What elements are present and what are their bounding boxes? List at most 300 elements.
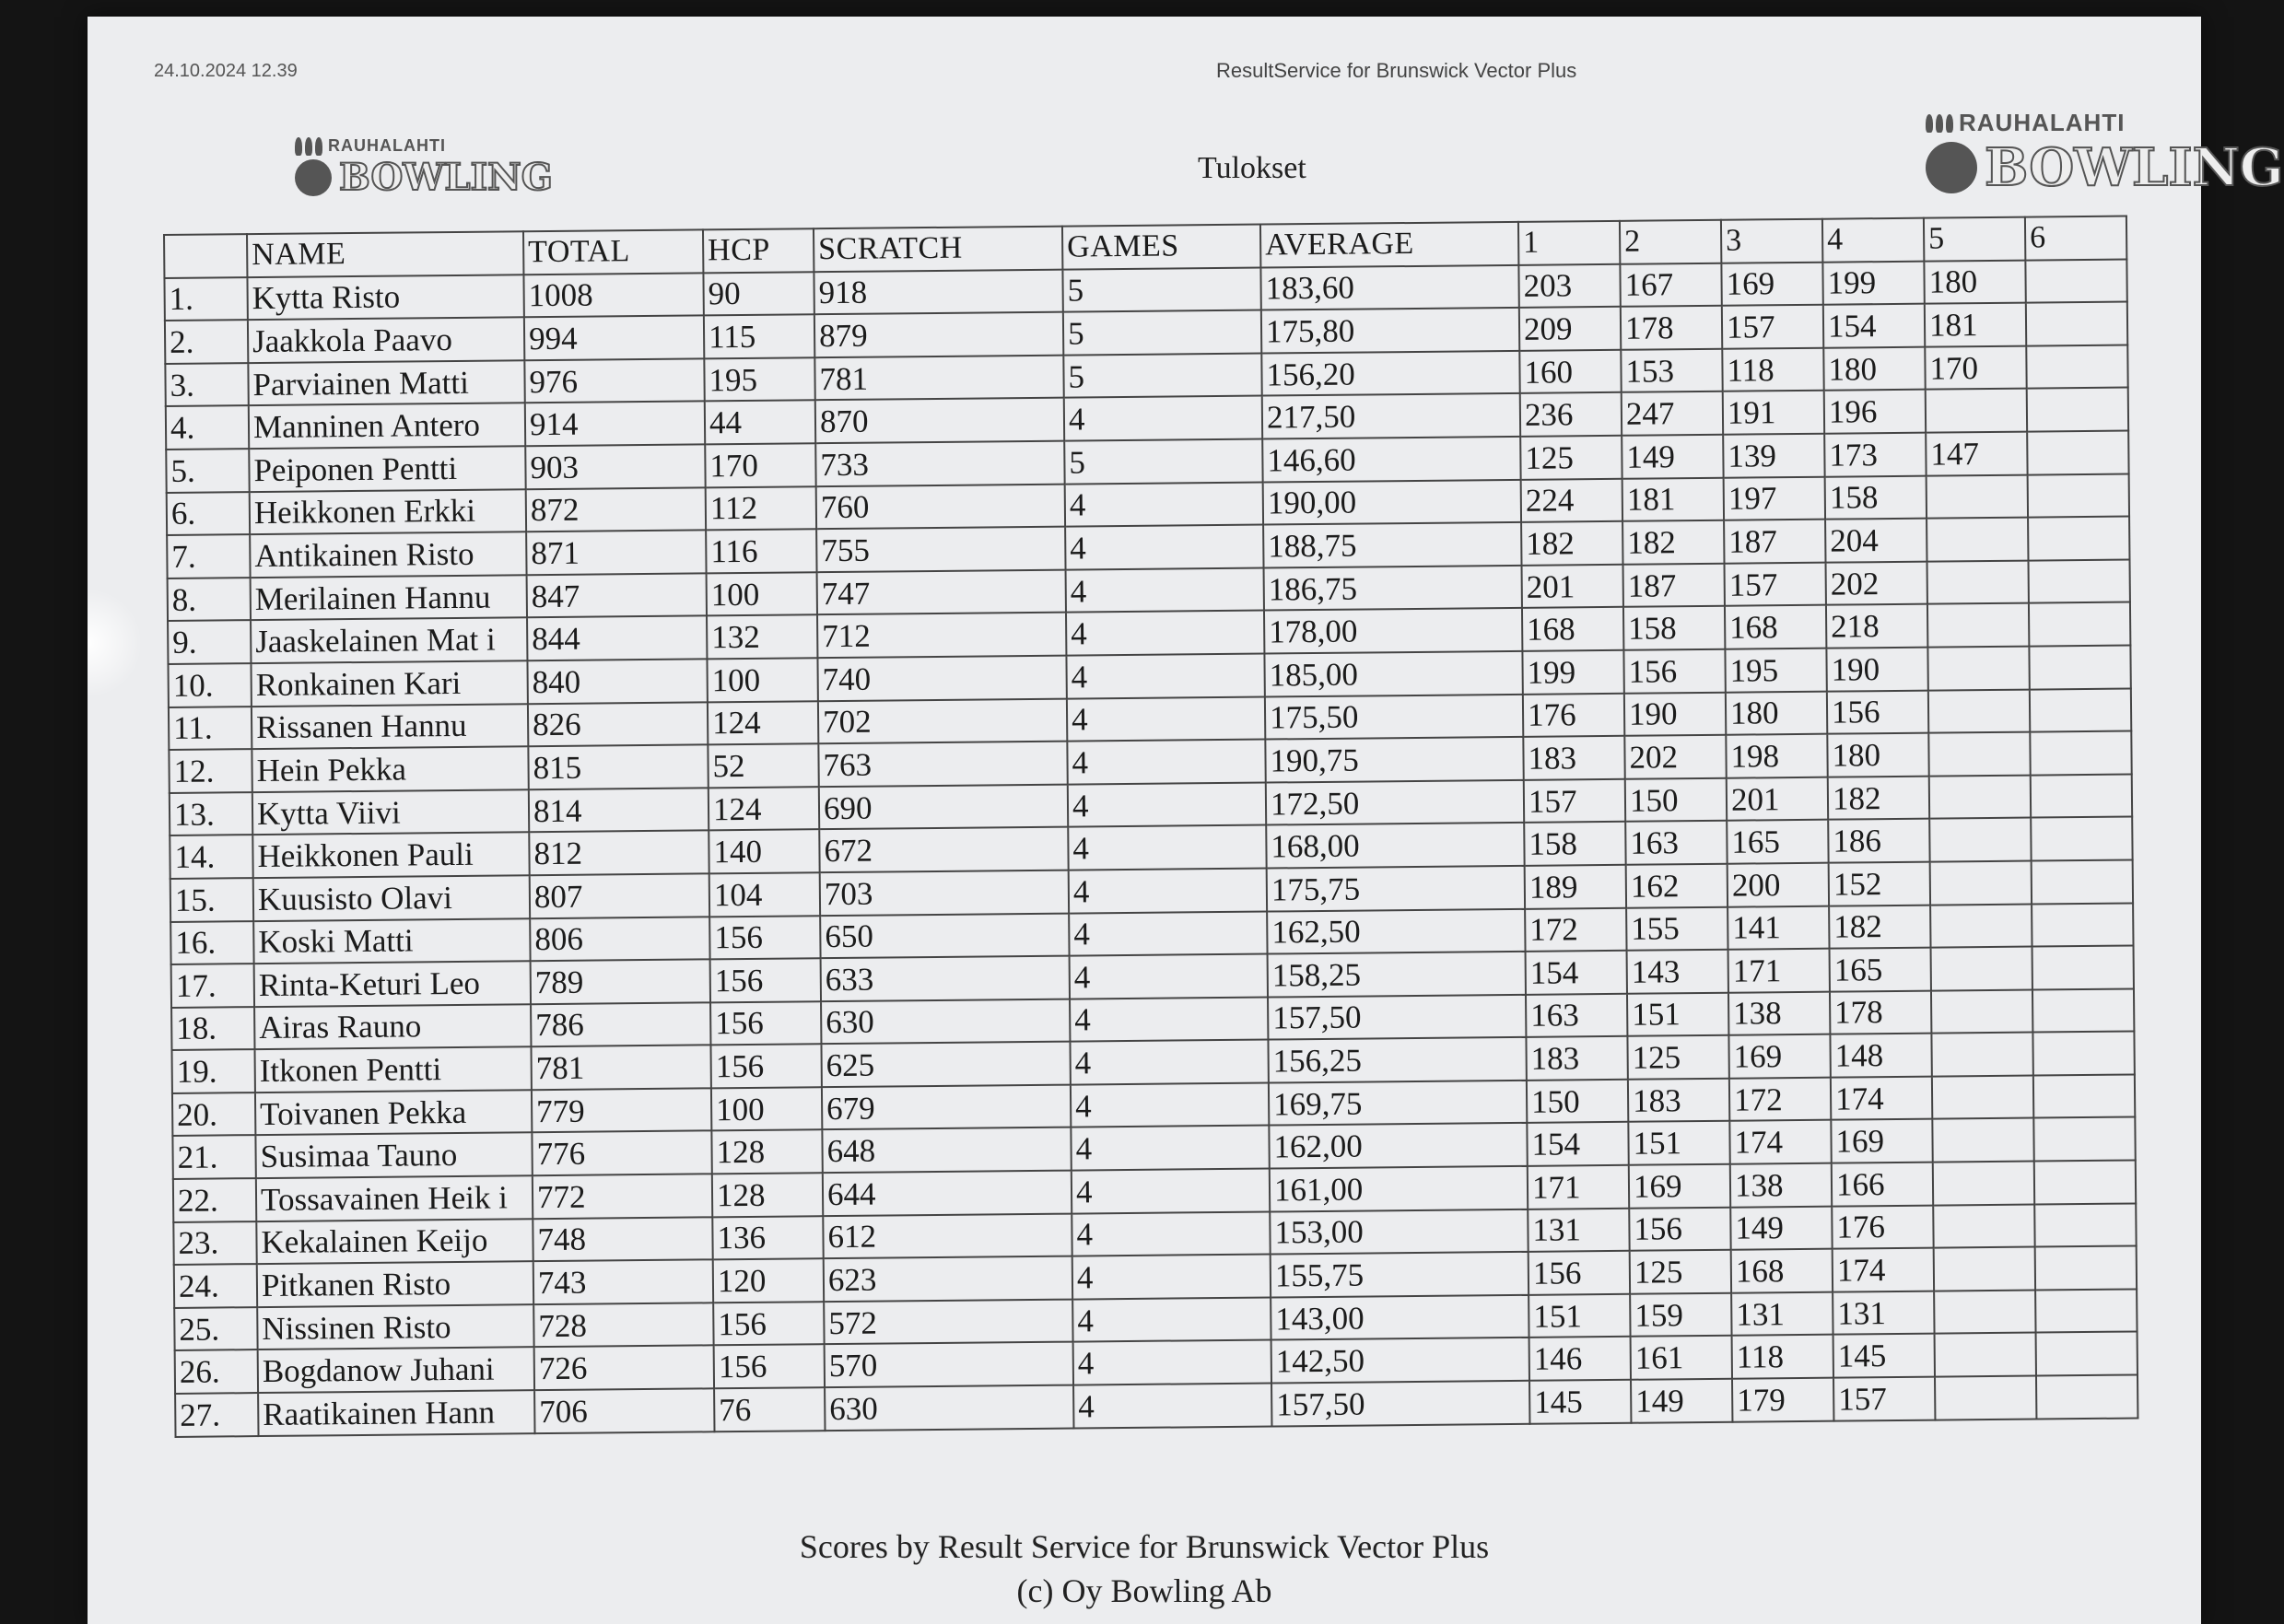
cell-g1: 168 [1522, 607, 1623, 651]
cell-scratch: 763 [818, 742, 1067, 787]
cell-g4: 202 [1826, 561, 1927, 605]
footer-copyright: (c) Oy Bowling Ab [1016, 1572, 1272, 1609]
cell-g4: 180 [1823, 346, 1925, 391]
cell-games: 4 [1071, 1082, 1269, 1127]
cell-g4: 176 [1832, 1205, 1933, 1249]
cell-g1: 125 [1520, 436, 1622, 480]
cell-scratch: 740 [817, 656, 1066, 701]
cell-g1: 163 [1526, 993, 1627, 1037]
logo-top-text: RAUHALAHTI [1959, 109, 2126, 136]
cell-g5 [1934, 1247, 2035, 1291]
cell-g5 [1928, 689, 2030, 733]
cell-g1: 182 [1521, 521, 1622, 566]
col-header-game-5: 5 [1924, 217, 2025, 262]
cell-g5: 181 [1925, 303, 2026, 347]
cell-g2: 169 [1629, 1164, 1730, 1209]
cell-name: Airas Rauno [254, 1004, 531, 1049]
cell-scratch: 760 [816, 484, 1065, 529]
cell-g4: 180 [1827, 733, 1928, 777]
cell-g6 [2028, 559, 2129, 603]
cell-rank: 24. [174, 1264, 257, 1307]
cell-average: 146,60 [1262, 437, 1520, 482]
cell-scratch: 755 [816, 527, 1065, 572]
cell-total: 772 [533, 1174, 712, 1218]
cell-games: 4 [1069, 868, 1267, 913]
cell-g1: 236 [1520, 392, 1622, 437]
cell-name: Ronkainen Kari [251, 660, 527, 706]
cell-total: 840 [527, 659, 707, 703]
cell-scratch: 672 [819, 827, 1068, 872]
cell-g1: 154 [1527, 1122, 1628, 1166]
cell-g6 [2032, 903, 2133, 947]
cell-g6 [2032, 946, 2134, 990]
cell-g5 [1930, 860, 2032, 905]
cell-rank: 11. [169, 707, 252, 750]
cell-games: 5 [1064, 439, 1262, 485]
cell-scratch: 630 [825, 1385, 1073, 1431]
page-title: Tulokset [1198, 151, 1306, 185]
cell-name: Nissinen Risto [257, 1304, 533, 1349]
light-glare [88, 588, 143, 698]
cell-g3: 172 [1729, 1078, 1831, 1122]
cell-hcp: 100 [707, 572, 817, 616]
cell-name: Bogdanow Juhani [258, 1348, 534, 1393]
cell-hcp: 100 [711, 1087, 822, 1131]
cell-g3: 174 [1729, 1120, 1831, 1164]
cell-average: 186,75 [1264, 566, 1522, 611]
cell-g6 [2033, 1117, 2135, 1162]
cell-g1: 189 [1525, 865, 1626, 909]
cell-g5 [1931, 947, 2032, 991]
cell-rank: 6. [167, 492, 250, 535]
cell-average: 175,80 [1261, 308, 1519, 353]
cell-total: 779 [532, 1088, 711, 1132]
cell-games: 4 [1072, 1211, 1270, 1256]
cell-rank: 1. [164, 277, 247, 321]
cell-average: 175,75 [1267, 866, 1525, 911]
cell-g2: 187 [1623, 564, 1725, 608]
cell-scratch: 702 [818, 698, 1067, 743]
cell-g3: 139 [1723, 434, 1824, 478]
cell-g1: 151 [1529, 1294, 1630, 1338]
bowling-pins-icon [1926, 114, 1953, 133]
cell-games: 4 [1064, 396, 1262, 441]
cell-g3: 171 [1728, 949, 1830, 993]
cell-g3: 165 [1727, 820, 1828, 864]
cell-average: 156,25 [1268, 1037, 1526, 1082]
cell-rank: 5. [166, 449, 249, 492]
cell-scratch: 918 [814, 269, 1062, 314]
cell-g3: 195 [1725, 648, 1826, 693]
cell-average: 178,00 [1264, 608, 1522, 653]
cell-g2: 151 [1628, 1121, 1729, 1165]
cell-scratch: 781 [814, 355, 1063, 400]
cell-g2: 156 [1623, 649, 1725, 694]
cell-g2: 158 [1623, 606, 1725, 650]
col-header-average: AVERAGE [1260, 222, 1518, 267]
cell-total: 748 [533, 1217, 712, 1261]
print-datetime: 24.10.2024 12.39 [154, 61, 298, 81]
cell-average: 169,75 [1269, 1081, 1527, 1126]
cell-g3: 168 [1725, 605, 1826, 649]
cell-g3: 138 [1730, 1163, 1832, 1208]
cell-g5 [1934, 1290, 2035, 1334]
cell-g5 [1935, 1376, 2036, 1420]
cell-name: Merilainen Hannu [251, 575, 527, 620]
cell-g5: 147 [1926, 432, 2027, 476]
cell-g3: 179 [1732, 1378, 1833, 1422]
cell-total: 776 [532, 1131, 711, 1175]
cell-g6 [2029, 645, 2130, 689]
col-header-game-2: 2 [1620, 220, 1721, 264]
cell-g3: 169 [1728, 1034, 1830, 1079]
cell-g1: 209 [1519, 307, 1621, 351]
cell-g3: 168 [1731, 1249, 1833, 1293]
cell-g2: 143 [1627, 950, 1728, 994]
cell-hcp: 44 [705, 401, 815, 445]
cell-g2: 178 [1621, 306, 1722, 350]
cell-games: 4 [1066, 611, 1264, 656]
footer-credit: Scores by Result Service for Brunswick Vector Plus [799, 1528, 1490, 1565]
cell-g5 [1933, 1204, 2034, 1248]
bowling-ball-icon [1926, 142, 1977, 193]
cell-g6 [2032, 988, 2134, 1033]
cell-name: Rissanen Hannu [252, 704, 528, 749]
cell-games: 4 [1073, 1340, 1271, 1385]
cell-total: 903 [525, 444, 705, 488]
cell-hcp: 104 [709, 872, 820, 917]
cell-name: Heikkonen Pauli [252, 833, 529, 878]
cell-scratch: 733 [815, 441, 1064, 486]
cell-hcp: 156 [710, 1001, 821, 1046]
cell-total: 1008 [523, 273, 703, 317]
cell-total: 871 [526, 531, 706, 575]
cell-average: 156,20 [1261, 351, 1519, 396]
logo-left [295, 136, 553, 199]
cell-scratch: 612 [823, 1213, 1072, 1258]
cell-g5 [1932, 1118, 2033, 1163]
cell-g6 [2027, 431, 2128, 475]
cell-g1: 158 [1524, 822, 1625, 866]
cell-g2: 247 [1622, 391, 1723, 436]
cell-g4: 156 [1827, 690, 1928, 734]
cell-scratch: 572 [824, 1299, 1072, 1344]
cell-hcp: 170 [705, 443, 815, 487]
cell-name: Toivanen Pekka [255, 1090, 532, 1135]
cell-average: 162,00 [1269, 1123, 1527, 1168]
cell-g5 [1932, 1075, 2033, 1119]
cell-games: 4 [1069, 911, 1267, 956]
cell-g5: 180 [1924, 260, 2025, 304]
cell-total: 806 [530, 917, 709, 961]
cell-hcp: 140 [709, 830, 819, 874]
cell-scratch: 570 [825, 1342, 1073, 1387]
cell-games: 4 [1068, 782, 1266, 827]
cell-scratch: 633 [821, 956, 1070, 1001]
cell-games: 5 [1063, 310, 1261, 356]
col-header-games: GAMES [1062, 225, 1260, 270]
cell-name: Tossavainen Heik i [256, 1175, 533, 1221]
cell-g1: 183 [1526, 1036, 1627, 1081]
col-header-game-4: 4 [1822, 218, 1924, 263]
cell-g5 [1927, 647, 2029, 691]
cell-g4: 158 [1825, 475, 1927, 520]
logo-right [1926, 109, 2284, 198]
cell-games: 4 [1071, 1126, 1269, 1171]
cell-total: 815 [528, 744, 708, 789]
cell-games: 4 [1065, 525, 1263, 570]
cell-games: 4 [1073, 1384, 1271, 1429]
cell-total: 814 [529, 788, 709, 832]
cell-name: Kytta Risto [247, 275, 523, 320]
cell-g6 [2030, 731, 2131, 776]
cell-hcp: 156 [714, 1345, 825, 1389]
cell-average: 143,00 [1271, 1295, 1529, 1340]
cell-name: Antikainen Risto [250, 532, 526, 577]
cell-hcp: 112 [706, 486, 816, 531]
cell-g5 [1927, 518, 2028, 562]
cell-total: 976 [524, 358, 704, 403]
cell-g3: 138 [1728, 991, 1830, 1035]
cell-g5: 170 [1925, 345, 2026, 390]
cell-g1: 176 [1523, 693, 1624, 737]
cell-g2: 125 [1627, 1035, 1728, 1080]
cell-g1: 160 [1519, 350, 1621, 394]
cell-total: 847 [527, 573, 707, 617]
cell-games: 4 [1067, 740, 1265, 785]
cell-scratch: 623 [824, 1256, 1072, 1302]
cell-g4: 182 [1828, 776, 1929, 820]
cell-g6 [2034, 1161, 2136, 1205]
cell-g6 [2036, 1375, 2138, 1420]
cell-hcp: 100 [707, 658, 817, 702]
cell-g4: 169 [1831, 1119, 1932, 1163]
cell-g5 [1930, 904, 2032, 948]
cell-name: Kekalainen Keijo [256, 1219, 533, 1264]
cell-rank: 18. [171, 1007, 254, 1050]
service-header: ResultService for Brunswick Vector Plus [1216, 59, 1577, 82]
cell-g1: 154 [1526, 951, 1627, 995]
cell-g1: 150 [1527, 1080, 1628, 1124]
cell-total: 872 [526, 487, 706, 532]
cell-total: 807 [530, 873, 709, 917]
cell-average: 175,50 [1265, 694, 1523, 739]
cell-rank: 17. [171, 964, 254, 1007]
cell-rank: 14. [170, 835, 252, 878]
cell-g3: 131 [1731, 1292, 1833, 1337]
cell-g1: 183 [1523, 736, 1624, 780]
cell-g6 [2030, 688, 2131, 732]
cell-average: 157,50 [1271, 1381, 1529, 1426]
cell-g4: 218 [1826, 604, 1927, 648]
cell-g6 [2032, 859, 2133, 904]
cell-g2: 181 [1622, 477, 1724, 521]
cell-g3: 200 [1728, 863, 1829, 907]
cell-average: 155,75 [1271, 1252, 1529, 1297]
cell-g2: 149 [1622, 435, 1723, 479]
cell-g1: 171 [1528, 1165, 1629, 1209]
cell-average: 162,50 [1267, 908, 1525, 953]
cell-scratch: 870 [815, 398, 1064, 443]
cell-g6 [2032, 1032, 2134, 1076]
cell-g2: 125 [1630, 1250, 1731, 1294]
cell-g4: 204 [1825, 519, 1927, 563]
cell-scratch: 690 [819, 784, 1068, 829]
cell-g2: 161 [1631, 1336, 1732, 1380]
cell-games: 4 [1065, 482, 1263, 527]
cell-g2: 153 [1621, 349, 1722, 393]
cell-g6 [2028, 473, 2129, 518]
cell-games: 4 [1067, 696, 1265, 742]
cell-average: 190,75 [1265, 737, 1523, 782]
cell-g1: 131 [1528, 1208, 1629, 1252]
cell-average: 158,25 [1268, 952, 1526, 997]
cell-total: 844 [527, 616, 707, 660]
cell-g1: 172 [1525, 907, 1626, 952]
cell-g4: 145 [1833, 1334, 1935, 1378]
cell-g3: 149 [1730, 1206, 1832, 1250]
cell-scratch: 703 [820, 870, 1069, 916]
cell-g5 [1929, 775, 2031, 819]
cell-games: 4 [1070, 954, 1268, 999]
cell-hcp: 124 [708, 701, 818, 745]
cell-g4: 157 [1833, 1377, 1935, 1421]
cell-g5 [1929, 818, 2031, 862]
cell-total: 728 [533, 1303, 713, 1347]
cell-g2: 167 [1620, 263, 1721, 307]
cell-hcp: 120 [713, 1258, 824, 1303]
cell-hcp: 128 [712, 1173, 823, 1217]
cell-g4: 190 [1826, 648, 1927, 692]
cell-games: 4 [1066, 653, 1264, 698]
cell-g3: 197 [1724, 476, 1825, 520]
cell-g2: 156 [1629, 1207, 1730, 1251]
cell-g5 [1933, 1162, 2034, 1206]
cell-hcp: 195 [704, 357, 814, 402]
cell-g1: 199 [1522, 650, 1623, 695]
cell-g2: 202 [1624, 735, 1726, 779]
cell-g4: 174 [1833, 1248, 1934, 1292]
cell-g1: 146 [1529, 1337, 1631, 1381]
cell-rank: 21. [172, 1136, 255, 1179]
cell-g1: 156 [1529, 1251, 1630, 1295]
cell-g5 [1926, 389, 2027, 433]
cell-name: Itkonen Pentti [255, 1046, 532, 1092]
cell-hcp: 156 [713, 1302, 824, 1346]
cell-g2: 182 [1622, 520, 1724, 565]
cell-g6 [2036, 1332, 2138, 1376]
logo-bottom-text: BOWLING [1985, 137, 2284, 198]
cell-g6 [2033, 1074, 2135, 1118]
cell-g3: 157 [1722, 305, 1823, 349]
bowling-ball-icon [295, 159, 332, 196]
cell-g3: 191 [1723, 391, 1824, 435]
cell-rank: 10. [168, 663, 251, 707]
cell-g6 [2035, 1289, 2137, 1333]
cell-rank: 20. [172, 1092, 255, 1136]
cell-rank: 16. [170, 921, 253, 964]
cell-g3: 141 [1728, 905, 1829, 950]
cell-g4: 199 [1822, 261, 1924, 305]
cell-average: 185,00 [1264, 651, 1522, 696]
cell-g3: 180 [1726, 691, 1827, 735]
cell-g4: 131 [1833, 1291, 1934, 1335]
cell-games: 4 [1068, 825, 1266, 870]
cell-total: 726 [534, 1346, 714, 1390]
cell-hcp: 76 [714, 1387, 825, 1431]
cell-hcp: 128 [711, 1130, 822, 1174]
cell-rank: 3. [165, 363, 248, 406]
cell-name: Hein Pekka [252, 746, 528, 791]
cell-g4: 148 [1830, 1034, 1931, 1078]
cell-g1: 203 [1518, 263, 1620, 308]
cell-g2: 149 [1631, 1379, 1732, 1423]
cell-g6 [2026, 345, 2127, 389]
cell-g5 [1928, 732, 2030, 777]
cell-g4: 196 [1824, 390, 1926, 434]
cell-average: 217,50 [1262, 393, 1520, 438]
cell-average: 153,00 [1270, 1209, 1528, 1254]
cell-g2: 162 [1626, 864, 1728, 908]
cell-g2: 163 [1625, 821, 1727, 865]
cell-g6 [2026, 302, 2127, 346]
cell-g4: 166 [1832, 1163, 1933, 1207]
result-sheet [88, 17, 2284, 1624]
cell-total: 789 [531, 959, 710, 1003]
cell-g6 [2027, 388, 2128, 432]
cell-name: Jaakkola Paavo [248, 317, 524, 362]
cell-g6 [2029, 602, 2130, 647]
cell-name: Raatikainen Hann [258, 1390, 534, 1435]
col-header-rank [164, 234, 247, 277]
cell-g5 [1935, 1333, 2036, 1377]
cell-rank: 4. [166, 405, 249, 449]
cell-scratch: 625 [821, 1042, 1070, 1087]
cell-name: Rinta-Keturi Leo [254, 961, 531, 1006]
cell-average: 183,60 [1260, 264, 1518, 310]
cell-g6 [2028, 517, 2129, 561]
col-header-hcp: HCP [703, 228, 814, 273]
cell-rank: 7. [167, 534, 250, 578]
col-header-name: NAME [247, 231, 523, 276]
cell-games: 4 [1070, 997, 1268, 1042]
cell-hcp: 52 [708, 743, 818, 788]
cell-g1: 201 [1522, 565, 1623, 609]
cell-scratch: 679 [822, 1084, 1071, 1129]
cell-g6 [2035, 1246, 2137, 1291]
cell-g4: 152 [1829, 862, 1930, 906]
cell-games: 5 [1063, 353, 1261, 398]
cell-name: Jaaskelainen Mat i [251, 618, 527, 663]
col-header-scratch: SCRATCH [814, 227, 1062, 272]
bowling-pins-icon [295, 137, 322, 156]
cell-hcp: 124 [709, 787, 819, 831]
cell-rank: 13. [170, 792, 252, 835]
cell-g2: 151 [1627, 992, 1728, 1036]
cell-g2: 150 [1625, 777, 1727, 822]
cell-average: 188,75 [1263, 522, 1521, 567]
cell-g3: 201 [1727, 777, 1828, 821]
cell-rank: 8. [168, 578, 251, 621]
cell-name: Peiponen Pentti [249, 446, 525, 491]
cell-hcp: 116 [706, 529, 816, 573]
cell-g6 [2034, 1203, 2136, 1247]
col-header-game-3: 3 [1721, 219, 1822, 263]
cell-rank: 22. [173, 1178, 256, 1221]
cell-total: 812 [529, 831, 709, 875]
cell-g4: 154 [1823, 304, 1925, 348]
cell-g3: 169 [1721, 262, 1822, 306]
